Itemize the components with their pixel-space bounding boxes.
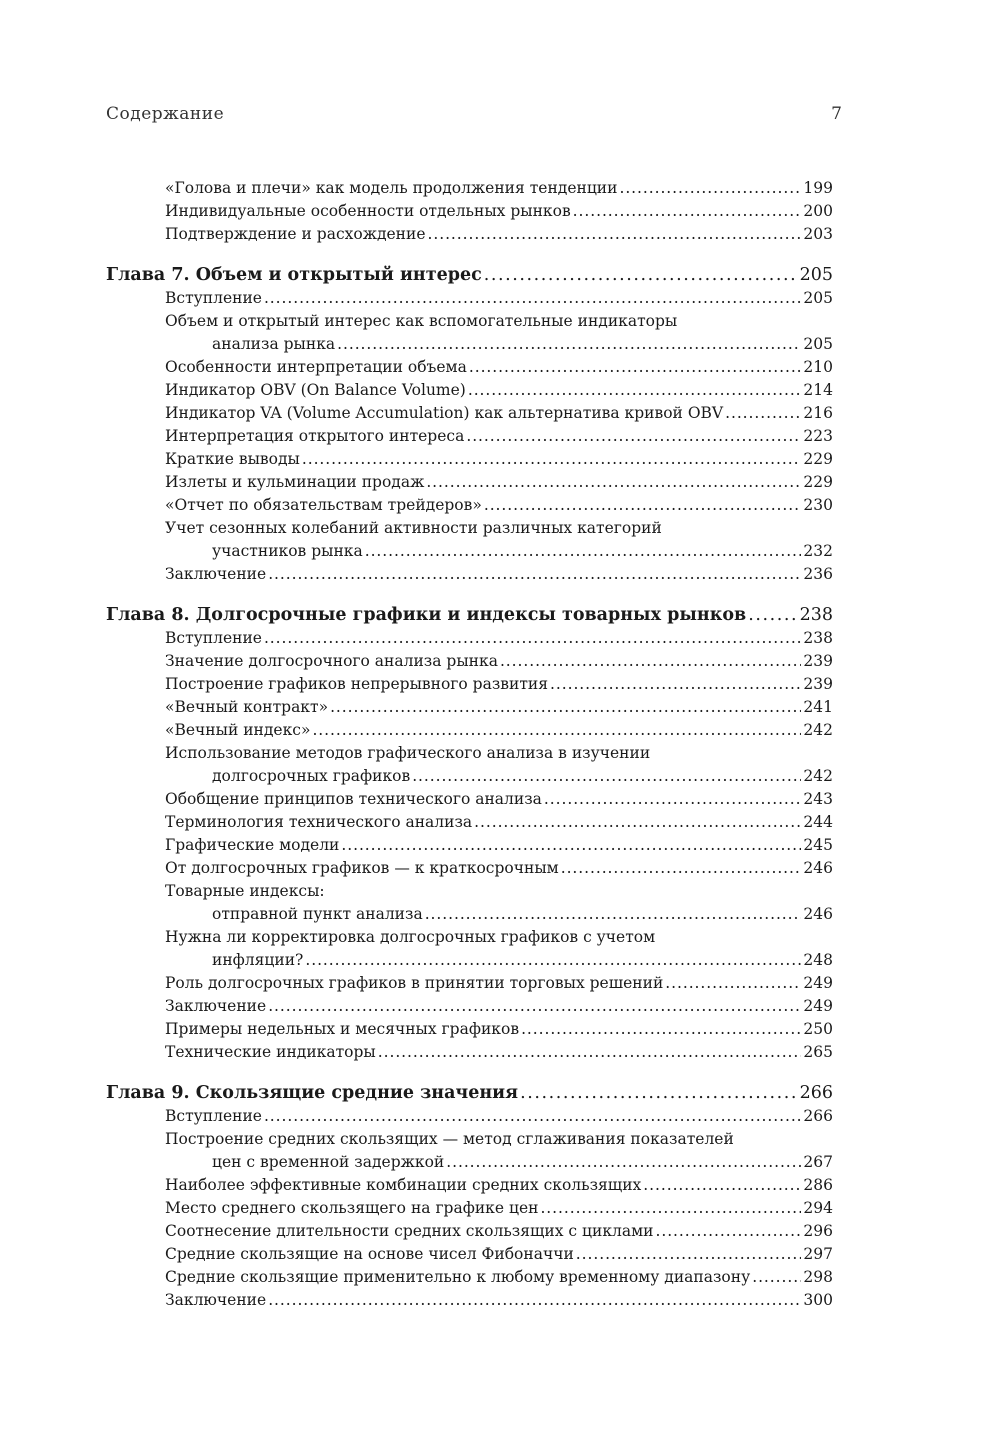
toc-entry-page: 199	[803, 179, 833, 197]
toc-chapter[interactable]	[106, 1081, 833, 1105]
toc-entry-title: отправной пункт анализа	[212, 905, 423, 923]
toc-entry-title: Нужна ли корректировка долгосрочных графиков с учетом	[165, 928, 656, 946]
dot-leader	[576, 1243, 802, 1266]
dot-leader	[748, 603, 797, 627]
dot-leader	[540, 1197, 801, 1220]
toc-entry-title: Обобщение принципов технического анализа	[165, 790, 542, 808]
toc-entry-page: 249	[803, 997, 833, 1015]
toc-entry-title: инфляции?	[212, 951, 304, 969]
toc-entry[interactable]	[106, 1289, 833, 1312]
toc-entry-page: 286	[803, 1176, 833, 1194]
dot-leader	[268, 995, 801, 1018]
toc-entry[interactable]	[106, 1266, 833, 1289]
toc-entry[interactable]	[106, 834, 833, 857]
toc-entry[interactable]	[106, 1105, 833, 1128]
toc-entry-title: Соотнесение длительности средних скользящих с циклами	[165, 1222, 654, 1240]
toc-entry-page: 232	[803, 542, 833, 560]
toc-entry[interactable]	[106, 926, 833, 949]
toc-entry-title: Значение долгосрочного анализа рынка	[165, 652, 498, 670]
toc-entry-page: 246	[803, 905, 833, 923]
dot-leader	[550, 673, 801, 696]
toc-entry[interactable]	[106, 448, 833, 471]
dot-leader	[446, 1151, 801, 1174]
section-gap	[106, 246, 833, 263]
toc-entry-page: 230	[803, 496, 833, 514]
toc-entry[interactable]	[106, 1128, 833, 1151]
toc-entry-page: 238	[803, 629, 833, 647]
dot-leader	[268, 1289, 801, 1312]
toc-entry[interactable]	[106, 1174, 833, 1197]
dot-leader	[264, 1105, 801, 1128]
toc-entry-page: 296	[803, 1222, 833, 1240]
toc-entry[interactable]	[106, 471, 833, 494]
toc-entry-title: Средние скользящие применительно к любому временному диапазону	[165, 1268, 751, 1286]
toc-entry-title: Интерпретация открытого интереса	[165, 427, 465, 445]
dot-leader	[466, 425, 801, 448]
dot-leader	[425, 903, 802, 926]
toc-entry-page: 242	[803, 721, 833, 739]
toc-entry-page: 244	[803, 813, 833, 831]
toc-entry-title: цен с временной задержкой	[212, 1153, 445, 1171]
toc-entry-title: Терминология технического анализа	[165, 813, 473, 831]
toc-entry[interactable]	[106, 563, 833, 586]
toc-entry-page: 246	[803, 859, 833, 877]
toc-entry-page: 266	[799, 1083, 833, 1103]
toc-entry[interactable]	[106, 650, 833, 673]
dot-leader	[305, 949, 801, 972]
toc-entry-title: Вступление	[165, 1107, 262, 1125]
toc-entry-title: участников рынка	[212, 542, 363, 560]
dot-leader	[426, 471, 801, 494]
toc-entry[interactable]	[106, 1220, 833, 1243]
toc-entry-title: Особенности интерпретации объема	[165, 358, 467, 376]
toc-entry-title: Использование методов графического анализа в изучении	[165, 744, 651, 762]
dot-leader	[474, 811, 801, 834]
toc-entry[interactable]	[106, 1041, 833, 1064]
toc-entry-title: Построение средних скользящих — метод сглаживания показателей	[165, 1130, 734, 1148]
toc-entry-title: Заключение	[165, 997, 267, 1015]
toc-entry[interactable]	[106, 425, 833, 448]
section-gap	[106, 1064, 833, 1081]
toc-entry-page: 249	[803, 974, 833, 992]
dot-leader	[544, 788, 801, 811]
toc-entry[interactable]	[106, 1243, 833, 1266]
toc-entry[interactable]	[106, 177, 833, 200]
section-gap	[106, 586, 833, 603]
toc-entry[interactable]	[106, 1197, 833, 1220]
toc-entry-title: Средние скользящие на основе чисел Фибоначчи	[165, 1245, 574, 1263]
toc-entry-page: 216	[803, 404, 833, 422]
toc-entry[interactable]	[106, 356, 833, 379]
dot-leader	[337, 333, 801, 356]
toc-entry-page: 229	[803, 450, 833, 468]
toc-entry-title: Глава 9. Скользящие средние значения	[106, 1083, 519, 1103]
toc-entry[interactable]	[106, 903, 833, 926]
toc-entry[interactable]	[106, 627, 833, 650]
toc-entry-page: 205	[803, 335, 833, 353]
toc-entry[interactable]	[106, 949, 833, 972]
toc-entry-title: Индикатор VA (Volume Accumulation) как альтернатива кривой OBV	[165, 404, 724, 422]
toc-entry[interactable]	[106, 1151, 833, 1174]
dot-leader	[378, 1041, 802, 1064]
toc-entry-title: Вступление	[165, 629, 262, 647]
toc-entry-title: Объем и открытый интерес как вспомогательные индикаторы	[165, 312, 678, 330]
toc-entry[interactable]	[106, 1018, 833, 1041]
toc-entry-page: 205	[803, 289, 833, 307]
toc-entry-title: «Голова и плечи» как модель продолжения тенденции	[165, 179, 618, 197]
dot-leader	[484, 263, 798, 287]
toc-chapter[interactable]	[106, 263, 833, 287]
toc-entry[interactable]	[106, 742, 833, 765]
dot-leader	[561, 857, 802, 880]
toc-entry-title: Место среднего скользящего на графике цен	[165, 1199, 539, 1217]
toc-entry-title: Вступление	[165, 289, 262, 307]
dot-leader	[312, 719, 801, 742]
toc-entry-title: Технические индикаторы	[165, 1043, 376, 1061]
toc-entry-title: Индивидуальные особенности отдельных рынков	[165, 202, 571, 220]
toc-entry-page: 214	[803, 381, 833, 399]
toc-entry[interactable]	[106, 402, 833, 425]
toc-entry-page: 300	[803, 1291, 833, 1309]
dot-leader	[619, 177, 801, 200]
dot-leader	[656, 1220, 802, 1243]
toc-entry-page: 245	[803, 836, 833, 854]
dot-leader	[725, 402, 801, 425]
toc-entry-page: 267	[803, 1153, 833, 1171]
toc-entry[interactable]	[106, 333, 833, 356]
toc-entry-page: 294	[803, 1199, 833, 1217]
toc-entry[interactable]	[106, 540, 833, 563]
toc-entry-page: 243	[803, 790, 833, 808]
dot-leader	[264, 627, 801, 650]
dot-leader	[469, 356, 802, 379]
toc-entry-title: Глава 8. Долгосрочные графики и индексы товарных рынков	[106, 605, 747, 625]
toc-entry-page: 203	[803, 225, 833, 243]
toc-entry-title: Товарные индексы:	[165, 882, 325, 900]
toc-entry-title: «Отчет по обязательствам трейдеров»	[165, 496, 482, 514]
toc-entry-title: Роль долгосрочных графиков в принятии торговых решений	[165, 974, 664, 992]
dot-leader	[268, 563, 801, 586]
toc-entry-page: 248	[803, 951, 833, 969]
toc-entry-title: «Вечный контракт»	[165, 698, 329, 716]
toc-entry-title: Заключение	[165, 565, 267, 583]
toc-entry-page: 250	[803, 1020, 833, 1038]
toc-entry[interactable]	[106, 696, 833, 719]
toc-chapter[interactable]	[106, 603, 833, 627]
toc-entry-title: Учет сезонных колебаний активности различных категорий	[165, 519, 662, 537]
dot-leader	[302, 448, 802, 471]
toc-entry[interactable]	[106, 788, 833, 811]
toc-entry-page: 265	[803, 1043, 833, 1061]
toc-entry-title: Наиболее эффективные комбинации средних скользящих	[165, 1176, 642, 1194]
toc-entry[interactable]	[106, 972, 833, 995]
toc-entry-page: 205	[799, 265, 833, 285]
dot-leader	[643, 1174, 801, 1197]
toc-entry[interactable]	[106, 223, 833, 246]
toc-entry-page: 239	[803, 652, 833, 670]
toc-entry-title: Глава 7. Объем и открытый интерес	[106, 265, 482, 285]
toc-entry-title: Построение графиков непрерывного развития	[165, 675, 549, 693]
toc-entry[interactable]	[106, 995, 833, 1018]
toc-entry-page: 298	[803, 1268, 833, 1286]
toc-entry-title: анализа рынка	[212, 335, 336, 353]
toc-entry-title: Излеты и кульминации продаж	[165, 473, 425, 491]
toc-entry-page: 236	[803, 565, 833, 583]
dot-leader	[520, 1081, 798, 1105]
dot-leader	[665, 972, 801, 995]
toc-entry[interactable]	[106, 880, 833, 903]
toc-entry-page: 241	[803, 698, 833, 716]
toc-entry[interactable]	[106, 287, 833, 310]
toc-entry[interactable]	[106, 517, 833, 540]
toc-entry-title: Краткие выводы	[165, 450, 300, 468]
toc-entry-title: долгосрочных графиков	[212, 767, 411, 785]
toc-entry-title: Подтверждение и расхождение	[165, 225, 426, 243]
toc-entry-page: 210	[803, 358, 833, 376]
toc-entry-page: 239	[803, 675, 833, 693]
dot-leader	[341, 834, 801, 857]
dot-leader	[484, 494, 802, 517]
dot-leader	[264, 287, 801, 310]
dot-leader	[752, 1266, 801, 1289]
toc-entry[interactable]	[106, 310, 833, 333]
toc-entry[interactable]	[106, 379, 833, 402]
toc-entry-title: От долгосрочных графиков — к краткосрочным	[165, 859, 559, 877]
toc-entry-page: 223	[803, 427, 833, 445]
toc-entry[interactable]	[106, 857, 833, 880]
dot-leader	[521, 1018, 801, 1041]
toc-entry-title: Индикатор OBV (On Balance Volume)	[165, 381, 466, 399]
toc-entry-page: 266	[803, 1107, 833, 1125]
dot-leader	[412, 765, 801, 788]
dot-leader	[468, 379, 802, 402]
dot-leader	[365, 540, 802, 563]
toc-entry-page: 242	[803, 767, 833, 785]
toc-entry[interactable]	[106, 811, 833, 834]
dot-leader	[428, 223, 802, 246]
toc-entry[interactable]	[106, 494, 833, 517]
toc-entry[interactable]	[106, 719, 833, 742]
toc-entry-page: 238	[799, 605, 833, 625]
dot-leader	[573, 200, 802, 223]
toc-entry-title: «Вечный индекс»	[165, 721, 311, 739]
toc-entry[interactable]	[106, 673, 833, 696]
toc-entry-title: Заключение	[165, 1291, 267, 1309]
running-header-title: Содержание	[106, 104, 225, 124]
dot-leader	[500, 650, 801, 673]
dot-leader	[330, 696, 801, 719]
toc-entry-page: 297	[803, 1245, 833, 1263]
page-number: 7	[831, 104, 842, 124]
table-of-contents	[106, 177, 833, 1312]
toc-entry[interactable]	[106, 765, 833, 788]
toc-entry-page: 229	[803, 473, 833, 491]
toc-entry-page: 200	[803, 202, 833, 220]
toc-entry-title: Примеры недельных и месячных графиков	[165, 1020, 520, 1038]
toc-entry-title: Графические модели	[165, 836, 340, 854]
toc-entry[interactable]	[106, 200, 833, 223]
